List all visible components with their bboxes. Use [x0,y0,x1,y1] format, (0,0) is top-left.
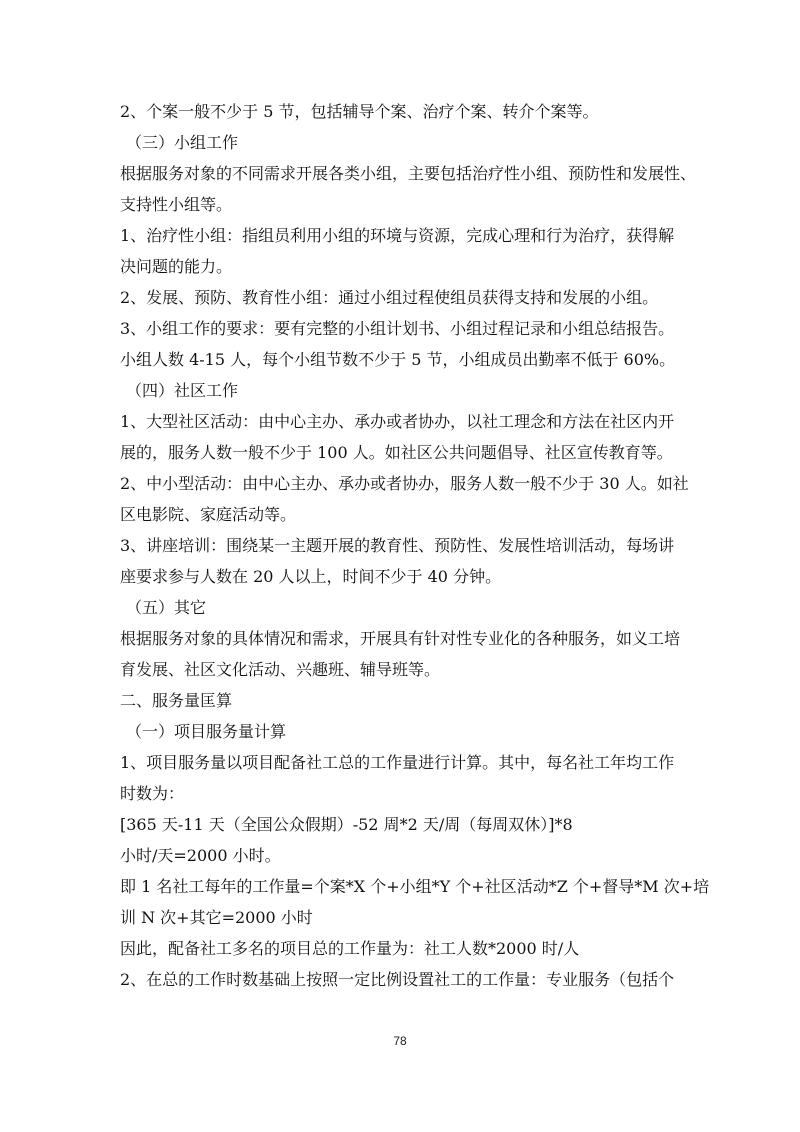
section-heading: （一）项目服务量计算 [126,722,287,741]
text-line: 2、发展、预防、教育性小组：通过小组过程使组员获得支持和发展的小组。 [120,288,659,307]
text-line: 决问题的能力。 [120,257,233,276]
text-line: 时数为： [120,784,185,803]
section-heading: （四）社区工作 [126,381,239,400]
text-line: 2、中小型活动：由中心主办、承办或者协办，服务人数一般不少于 30 人。如社 [120,474,689,493]
text-line: 因此，配备社工多名的项目总的工作量为：社工人数*2000 时/人 [120,939,580,958]
text-line: 1、治疗性小组：指组员利用小组的环境与资源，完成心理和行为治疗，获得解 [120,226,675,245]
text-line: 2、在总的工作时数基础上按照一定比例设置社工的工作量：专业服务（包括个 [120,970,675,989]
text-line: 支持性小组等。 [120,195,233,214]
text-line: 3、讲座培训：围绕某一主题开展的教育性、预防性、发展性培训活动，每场讲 [120,536,675,555]
text-line: 根据服务对象的具体情况和需求，开展具有针对性专业化的各种服务，如义工培 [120,629,681,648]
document-body [120,96,710,995]
text-line: 区电影院、家庭活动等。 [120,505,297,524]
text-line: 训 N 次+其它=2000 小时 [120,908,313,927]
text-line: 3、小组工作的要求：要有完整的小组计划书、小组过程记录和小组总结报告。 [120,319,675,338]
text-line: 育发展、社区文化活动、兴趣班、辅导班等。 [120,660,441,679]
text-line: 1、项目服务量以项目配备社工总的工作量进行计算。其中，每名社工年均工作 [120,753,675,772]
page-number: 78 [393,1034,407,1048]
text-line: 根据服务对象的不同需求开展各类小组，主要包括治疗性小组、预防性和发展性、 [120,164,697,183]
formula-line: 小时/天=2000 小时。 [120,846,281,865]
section-heading: （三）小组工作 [126,133,239,152]
chapter-heading: 二、服务量匡算 [120,691,233,710]
section-heading: （五）其它 [126,598,207,617]
text-line: 2、个案一般不少于 5 节，包括辅导个案、治疗个案、转介个案等。 [120,102,599,121]
text-line: 展的，服务人数一般不少于 100 人。如社区公共问题倡导、社区宣传教育等。 [120,443,673,462]
text-line: 即 1 名社工每年的工作量=个案*X 个+小组*Y 个+社区活动*Z 个+督导*M 次+培 [120,877,710,896]
text-line: 1、大型社区活动：由中心主办、承办或者协办，以社工理念和方法在社区内开 [120,412,675,431]
text-line: 小组人数 4-15 人，每个小组节数不少于 5 节，小组成员出勤率不低于 60%。 [120,350,676,369]
text-line: 座要求参与人数在 20 人以上，时间不少于 40 分钟。 [120,567,502,586]
formula-line: [365 天-11 天（全国公众假期）-52 周*2 天/周（每周双休）]*8 [120,815,573,834]
